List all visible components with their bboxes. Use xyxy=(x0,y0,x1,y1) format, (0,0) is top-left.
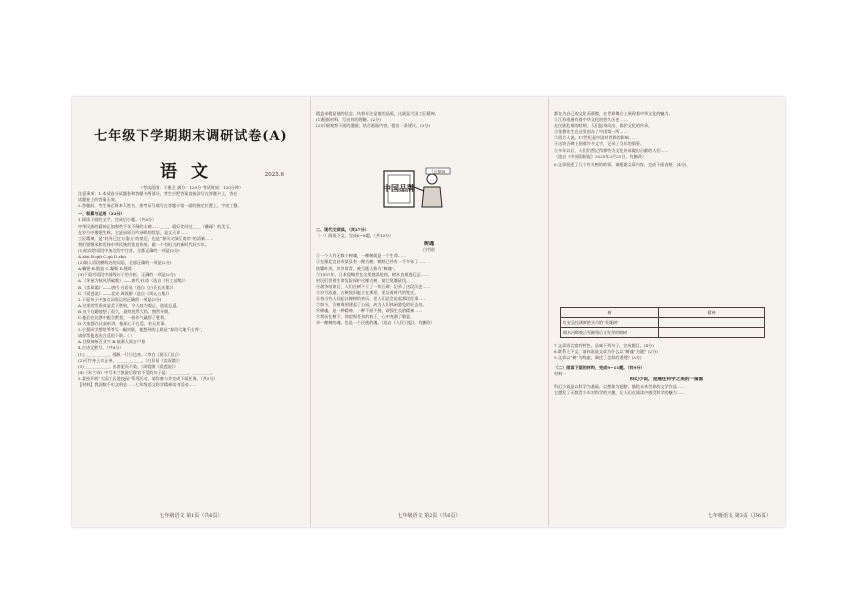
text-line: 在民族危难的时刻，人们挺身而出，保护文化的传承。 xyxy=(554,123,653,129)
page-footer: 七年级语文 第2页（共6页） xyxy=(397,513,461,519)
question-line: 9.文章以“树”为线索，阐述了怎样的道理？(3分) xyxy=(554,355,642,361)
text-line: 中华民族的精神正如那些千年不倒的丰碑……____，就好比经过____（雕琢）的美玉， xyxy=(78,223,234,229)
exam-page-1 xyxy=(72,97,310,527)
note-line: 注意事项：1.本试卷分试题卷和答题卡两部分，考生应把答案直接涂写在答题卡上，答在 xyxy=(78,191,238,197)
text-line: 4.古诗文默写。（共8分） xyxy=(78,345,124,351)
text-line: ⑧树魂，是一种精神，一种不屈不挠、顽强生长的精神…… xyxy=(316,308,423,314)
text-line: ⑥每当有人问起这棵树的来历，老人们总会说起那段往事…… xyxy=(316,296,427,302)
text-line: ⑩一棵树的魂，也是一个民族的魂。（选自《人民日报》，有删改） xyxy=(316,320,435,326)
text-line: 精益求精是他的信念，执着专注是他的品质，这就是大国工匠精神。 xyxy=(316,111,439,116)
text-line: 村民们冒着生命危险保护这棵古树，使它免遭砍伐。 xyxy=(316,277,411,283)
table-row xyxy=(561,328,765,338)
text-line: C.他们在比赛中配合默契，一鼓作气赢得了胜利。 xyxy=(78,314,169,320)
table-header: 精神 xyxy=(658,308,764,318)
page1-body xyxy=(78,217,304,388)
text-line: (2)填入语段横线处的词语，全部正确的一项是(2分) xyxy=(78,260,172,266)
answer-table xyxy=(560,307,765,338)
article-title: 树魂 xyxy=(423,241,434,248)
text-line: 在岁月中熠熠生辉。它是屈原行吟泽畔的忧思，是文天祥…… xyxy=(78,229,189,235)
text-line: (1)根据材料，写出你的理解。(2分) xyxy=(316,117,381,123)
page-footer: 七年级语文 第3页（共6页） xyxy=(708,513,771,519)
text-line: 工匠精神，是“轻舟已过万重山”的豪迈，也是“春风又绿江南岸”的清新…… xyxy=(78,235,214,241)
exam-date: 2025.6 xyxy=(264,172,284,178)
table-row xyxy=(561,318,765,328)
table-cell-answer[interactable] xyxy=(658,318,764,328)
text-line: A.这里的雪景真是美不胜收，令人叹为观止，流连忘返。 xyxy=(78,302,181,308)
text-line: ④战争结束后，人们在树下立了一块石碑，记录了这段历史…… xyxy=(316,283,431,289)
section-heading: 一、积累与运用（23分） xyxy=(78,211,125,217)
exam-page-3 xyxy=(548,97,785,527)
page2-top-block xyxy=(316,111,542,129)
page3-top xyxy=(554,111,779,160)
text-line: ②在湖北宜昌市某县有一棵古树，树龄已经有一千多年了…… xyxy=(316,259,427,265)
text-line: 【材料】我国数千年文明史……七年级语文科学精神读书活动…… xyxy=(78,382,197,387)
section-heading: 二、现代文阅读。（共27分） xyxy=(316,227,369,232)
text-line: A.《茅屋为秋风所破歌》——唐代·杜甫（选自《杜工部集》） xyxy=(78,278,188,284)
text-line: (1)依次给语段中加点的字注音，全都正确的一项是(2分) xyxy=(78,247,180,253)
cartoon-sign: 工匠精神 xyxy=(430,170,446,174)
text-line: 我们要继承和发扬中华民族的优良传统，做一个有担当的新时代好少年。 xyxy=(78,241,209,247)
text-line: 科幻小说是以科学为基础，以想象为翅膀，描绘未来世界的文学作品…… xyxy=(554,383,685,389)
subsection-heading: （二）阅读下面的材料，完成9~11题。（共9分） xyxy=(554,365,645,371)
text-line: 2.下面句子中加点词语运用正确的一项是(3分) xyxy=(78,296,162,302)
table-cell-answer[interactable] xyxy=(658,328,764,338)
page3-top-block xyxy=(554,111,779,168)
text-line: 它激发了无数青少年对科学的兴趣，让人们在阅读中感受科学的魅力…… xyxy=(554,389,685,395)
text-line: (2)仔细观察下面的漫画，结合画面内容，提出一条建议。(3分) xyxy=(316,123,430,129)
text-line: ③西方人说，17世纪是中国对世界的影响…… xyxy=(554,135,637,141)
question-line: 8.联系上下文，请你说说文章为什么以“树魂”为题？(2分) xyxy=(554,349,658,355)
page2-body-block xyxy=(316,227,542,327)
text-line: ①江苏南通有着中华文化的悠久历史…… xyxy=(554,117,628,123)
text-line: （选自《中国国防报》2025年3月21日，有删改） xyxy=(554,153,646,159)
cartoon-label: 中国品牌 xyxy=(383,184,415,193)
text-line: D.大家都在认真听讲，他却心不在焉，若无其事。 xyxy=(78,321,169,327)
text-line: B.这个问题他想了很久，最终恍然大悟，豁然开朗。 xyxy=(78,308,173,314)
text-line: 1.阅读下面的文字，完成后小题。（共6分） xyxy=(78,217,157,223)
text-line: A.zhù B.qiú C.qū D.zhù xyxy=(78,254,126,260)
text-line: ①一个人有无数个树魂，一棵树就是一个生命…… xyxy=(316,253,407,259)
text-line: B.《卖炭翁》——唐代·白居易（选自《白氏长庆集》） xyxy=(78,284,176,290)
text-line: (3)下面对语段中画线句子的分析，正确的一项是(2分) xyxy=(78,272,176,278)
exam-info-block xyxy=(78,185,304,388)
text-line: (3)____________，出淤泥而不染。（周敦颐《爱莲说》） xyxy=(78,363,178,369)
article-author: 白雪松 xyxy=(422,247,436,253)
table-cell: 樟木河畔被日军摧残后又发芽的樟树 xyxy=(561,328,659,338)
exam-sheet xyxy=(72,97,785,527)
text-line: (1)____________，孤帆一片日边来。（李白《望天门山》） xyxy=(78,351,183,357)
exam-info: （考试范围：下册全 满分：120分 考试时间：120分钟） xyxy=(138,185,244,190)
text-line: 枝繁叶茂，岁岁常青，被当地人称为“树魂”。 xyxy=(316,265,398,271)
text-line: A.鞠躬 B.锻造 C.凝聚 D.锤炼 xyxy=(78,266,132,272)
table-row xyxy=(561,308,765,318)
text-line: 3.小强同学想给爷爷写一幅对联，他想到的上联是“春回大地千山秀”， xyxy=(78,327,205,333)
text-line: A.日照神州百业兴 B.福满人间万户春 xyxy=(78,339,146,345)
text-line: ⑤岁月流逝，古树依旧挺立在那里，见证着时代的变迁。 xyxy=(316,289,419,295)
table-cell: 红安县挂满鲜艳头巾的“英雄树” xyxy=(561,318,659,328)
material-label: 材料一 xyxy=(554,371,567,377)
question-line: 7.文章语言富有特色，品味下列句子，完成题目。(4分) xyxy=(554,343,654,348)
table-header: 树 xyxy=(561,308,659,318)
cartoon-illustration xyxy=(380,167,452,213)
text-line: (2)可怜身上衣正单，____________。（白居易《卖炭翁》） xyxy=(78,357,183,363)
text-line: ②张謇先生在这里创办了中国第一所…… xyxy=(554,129,628,135)
text-line: ⑤多年以后，人们仍然记得那些为文化传承做出贡献的人们…… xyxy=(554,147,669,153)
material-title: 科幻小说，是通往科学之美的一扇窗 xyxy=(629,377,704,383)
text-line: 5.某校开展“大国工匠进校园”系列活动，请你参与并完成下面任务。（共5分） xyxy=(78,375,218,381)
text-line: 请你帮他选出合适的下联。（ ） xyxy=(78,333,135,339)
question-6: 6.文章叙述了几个有关树的故事，请根据文章内容，完成下面表格。(4分) xyxy=(554,161,687,167)
text-line: ④这块古碑上刻着许多文字，记录了当年的情景。 xyxy=(554,141,645,147)
text-line: ⑨我站在树下，仰望那苍劲的枝干，心中充满了敬意。 xyxy=(316,314,415,320)
text-line: (4)《木兰诗》中写木兰凯旋后辞官不受的句子是：_________，_________。 xyxy=(78,369,215,375)
subject-heading: 语文 xyxy=(160,162,222,182)
page2-body xyxy=(316,253,542,326)
subsection-heading: （一）阅读下文，完成6~8题。（共10分） xyxy=(316,233,394,239)
exam-title: 七年级下学期期末调研试卷(A) xyxy=(94,129,288,144)
exam-page-2 xyxy=(310,97,548,527)
text-line: ⑦如今，古树周围建起了公园，成为人们休闲游览的好去处。 xyxy=(316,302,427,308)
page3-bottom-block xyxy=(554,343,779,396)
page-footer: 七年级语文 第1页（共6页） xyxy=(159,513,223,519)
text-line: C.《爱莲说》——北宋·周敦颐（选自《周元公集》） xyxy=(78,290,172,296)
note-line: 试题卷上的答案无效。 xyxy=(78,197,119,203)
note-line: 2.答题前，考生务必将本人姓名、准考证号填写在答题卡第一面的指定位置上。字迹工整。 xyxy=(78,203,242,209)
text-line: 都在为自己的文化而骄傲，在世界舞台上展现着中华文化的魅力。 xyxy=(554,111,673,116)
text-line: ③1937年，日本侵略者在这里烧杀抢掠，树木也难逃厄运…… xyxy=(316,271,429,277)
